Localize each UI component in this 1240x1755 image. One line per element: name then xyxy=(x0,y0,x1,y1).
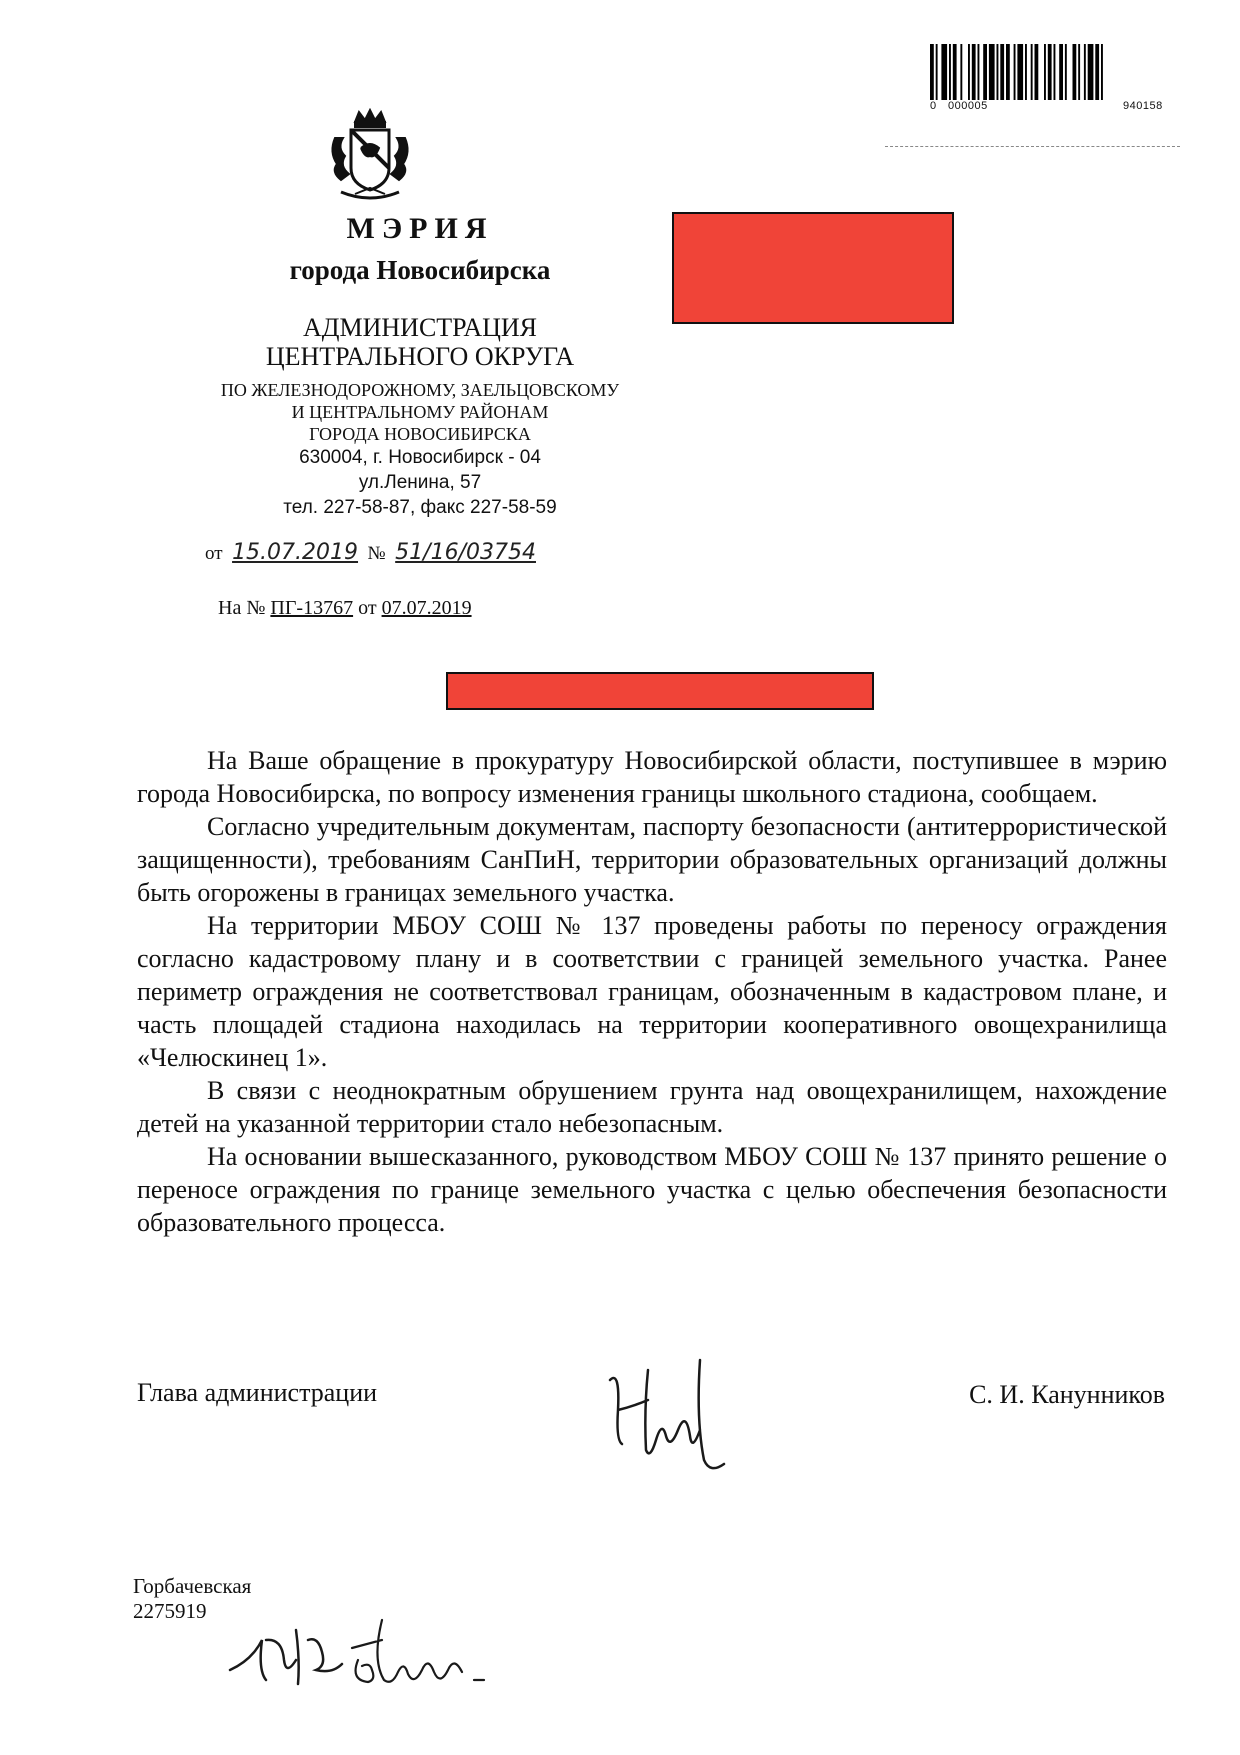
header-meria: МЭРИЯ xyxy=(346,212,494,245)
body-paragraph: На территории МБОУ СОШ № 137 проведены работы по переносу ограждения согласно кадастровому плану и в соответствии с границей земельного участка. Ранее периметр ограждения не соответствовал границам, обозначенным в кадастровом плане, и часть площадей стадиона находилась на территории кооперативного овощехранилища «Челюскинец 1». xyxy=(137,911,1167,1072)
barcode-number: 940158 xyxy=(1123,100,1163,112)
header-districts-line2: И ЦЕНТРАЛЬНОМУ РАЙОНАМ xyxy=(291,402,549,422)
redacted-addressee xyxy=(672,212,954,324)
barcode-number: 0 xyxy=(930,100,937,112)
body-paragraph: В связи с неоднократным обрушением грунта над овощехранилищем, нахождение детей на указанной территории стало небезопасным. xyxy=(137,1076,1167,1138)
header-address-line2: ул.Ленина, 57 xyxy=(358,472,482,493)
incoming-prefix: На № xyxy=(218,597,266,619)
incoming-reference xyxy=(218,597,472,620)
executor-phone: 2275919 xyxy=(133,1599,207,1623)
outgoing-from-label: от xyxy=(205,543,223,564)
header-districts-line1: ПО ЖЕЛЕЗНОДОРОЖНОМУ, ЗАЕЛЬЦОВСКОМУ xyxy=(220,380,620,400)
header-districts-line3: ГОРОДА НОВОСИБИРСКА xyxy=(309,424,531,444)
incoming-date: 07.07.2019 xyxy=(381,597,472,619)
incoming-from-label: от xyxy=(358,597,377,619)
incoming-number: ПГ-13767 xyxy=(270,597,354,619)
outgoing-number: 51/16/03754 xyxy=(395,540,536,565)
body-paragraph: Согласно учредительным документам, паспорту безопасности (антитеррористической защищенности), требованиям СанПиН, территории образовательных организаций должны быть огорожены в границах земельного участка. xyxy=(137,812,1167,907)
body-paragraph: На основании вышесказанного, руководством МБОУ СОШ № 137 принято решение о переносе ограждения по границе земельного участка с целью обеспечения безопасности образовательного процесса. xyxy=(137,1142,1167,1237)
outgoing-date: 15.07.2019 xyxy=(232,540,359,565)
letter-body xyxy=(137,744,1167,1239)
header-city: города Новосибирска xyxy=(289,255,551,285)
city-coat-of-arms-icon xyxy=(325,108,415,206)
outgoing-number-label: № xyxy=(367,543,386,564)
barcode-number: 000005 xyxy=(948,100,988,112)
divider xyxy=(885,146,1180,147)
signatory-name: С. И. Канунников xyxy=(969,1380,1165,1409)
body-paragraph: На Ваше обращение в прокуратуру Новосибирской области, поступившее в мэрию города Новосибирска, по вопросу изменения границы школьного стадиона, сообщаем. xyxy=(137,746,1167,808)
redacted-salutation xyxy=(446,672,874,710)
handwritten-visa xyxy=(222,1600,502,1695)
signature-title: Глава администрации xyxy=(137,1378,378,1407)
outgoing-reference xyxy=(205,540,536,565)
header-admin-line1: АДМИНИСТРАЦИЯ xyxy=(303,313,537,342)
header-address-line1: 630004, г. Новосибирск - 04 xyxy=(299,447,541,468)
executor-name: Горбачевская xyxy=(133,1574,252,1598)
barcode xyxy=(928,44,1176,102)
header-admin-line2: ЦЕНТРАЛЬНОГО ОКРУГА xyxy=(265,342,575,371)
handwritten-signature xyxy=(600,1340,740,1480)
header-contacts: тел. 227-58-87, факс 227-58-59 xyxy=(283,497,557,518)
